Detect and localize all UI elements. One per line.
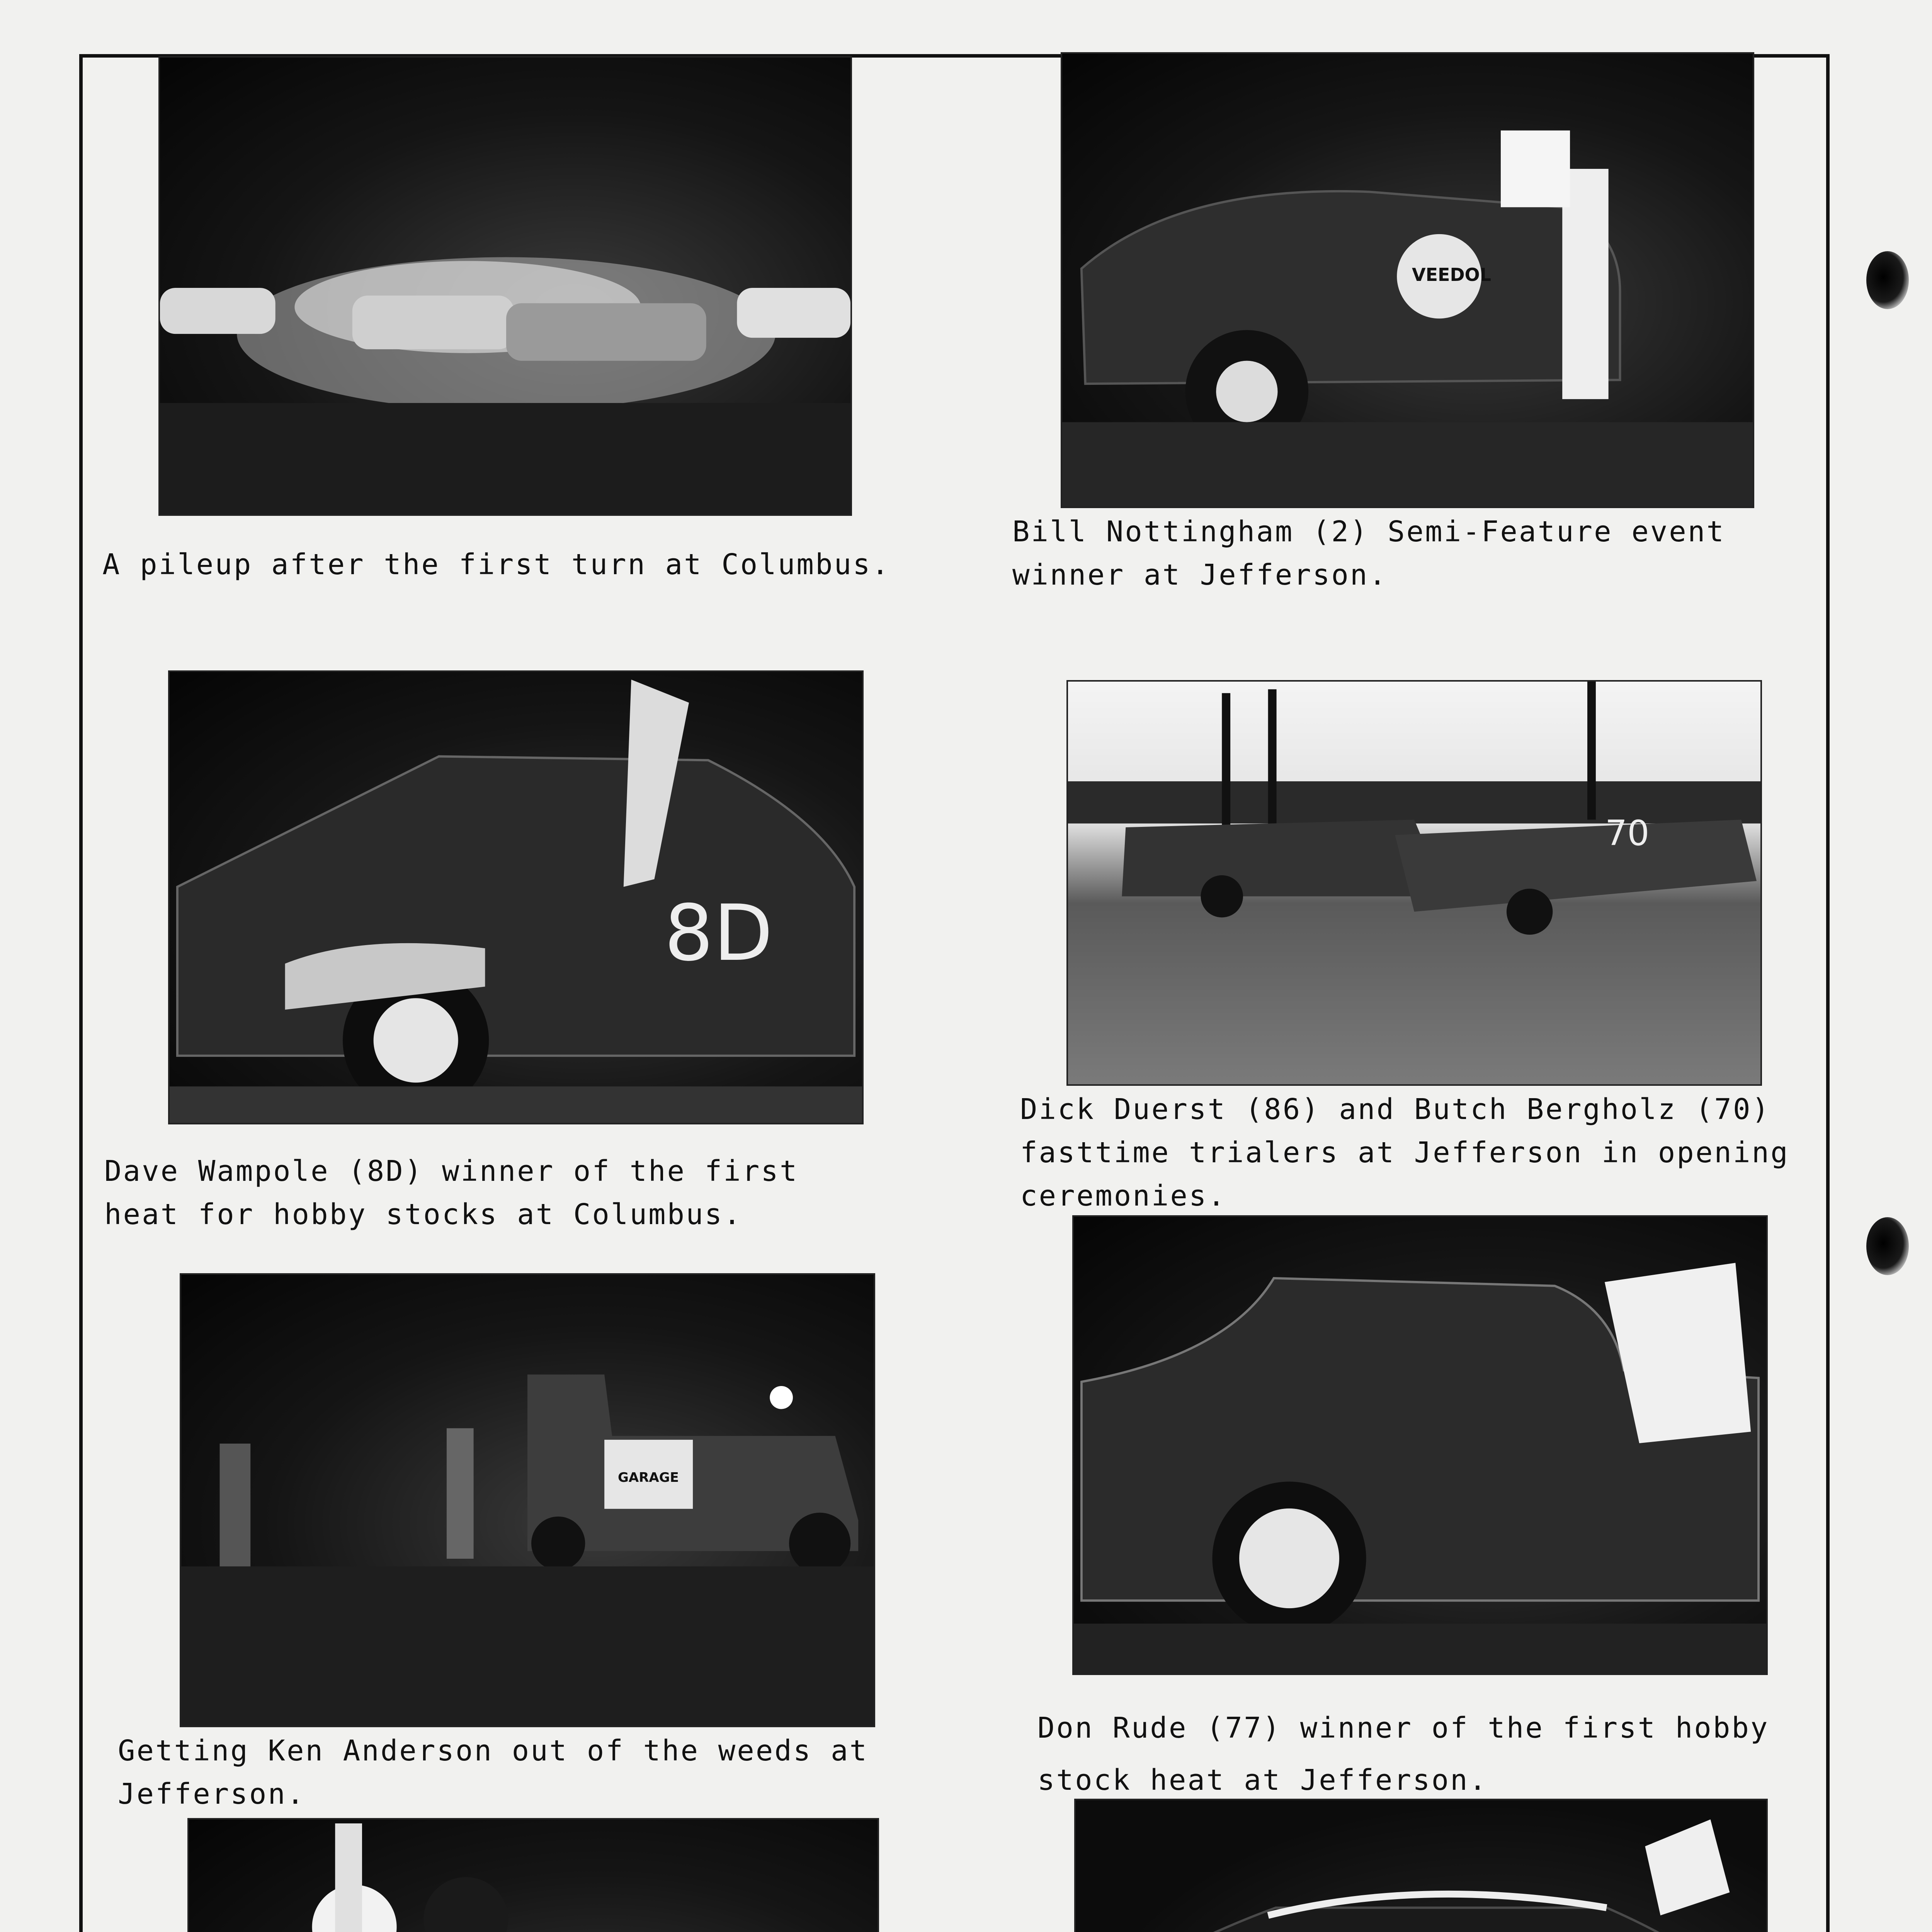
photo-dave-wampole: [168, 670, 864, 1124]
photo-lamberty-susan: [187, 1818, 879, 1932]
caption-nottingham: Bill Nottingham (2) Semi-Feature event winner at Jefferson.: [1012, 515, 1725, 592]
photo-marv-gjertsen: [1074, 1799, 1768, 1932]
caption-wampole: Dave Wampole (8D) winner of the first heat for hobby stocks at Columbus.: [104, 1155, 799, 1231]
car-number-70: 70: [1605, 813, 1650, 854]
car-number-8d: 8D: [664, 888, 773, 978]
caption-duerst: Dick Duerst (86) and Butch Bergholz (70) fasttime trialers at Jefferson in opening ceremonies.: [1020, 1093, 1789, 1213]
binder-hole-top: [1866, 251, 1909, 309]
caption-pileup: A pileup after the first turn at Columbus.: [102, 548, 891, 581]
caption-rude: Don Rude (77) winner of the first hobby stock heat at Jefferson.: [1037, 1711, 1769, 1797]
photo-duerst-bergholz: [1066, 680, 1762, 1086]
binder-hole-middle: [1866, 1217, 1909, 1275]
caption-anderson: Getting Ken Anderson out of the weeds at Jefferson.: [118, 1734, 869, 1811]
garage-sign: GARAGE: [618, 1470, 679, 1485]
photo-don-rude: [1072, 1215, 1768, 1675]
photo-pileup-columbus: [158, 56, 852, 516]
photo-bill-nottingham: [1061, 52, 1754, 508]
veedol-sign: VEEDOL: [1412, 264, 1492, 285]
photo-ken-anderson: [180, 1273, 875, 1727]
